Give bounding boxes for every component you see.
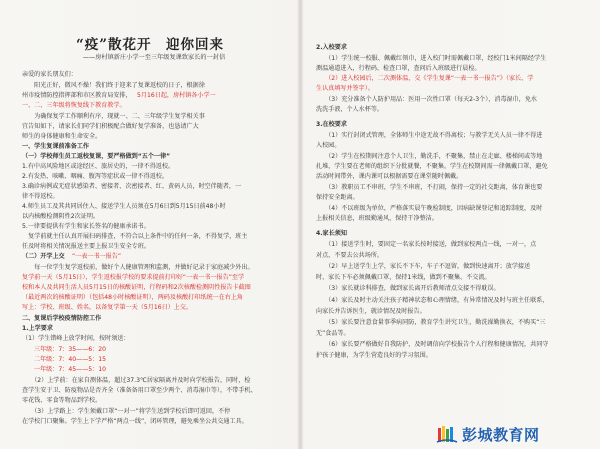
letter-subtitle: ——房村镇新庄小学一至三年级复课致家长的一封信 <box>82 54 226 61</box>
body-line: 时，家长下车必须佩戴口罩，保持1米线，做到不聚集、不交流。 <box>316 274 491 281</box>
body-line: 律不得返校。 <box>22 193 59 200</box>
body-line: 对点，不要去公共场所。 <box>316 252 384 259</box>
body-line: （1）学生错峰上放学时间，按时须送： <box>22 335 130 342</box>
intro-line: 师生的身体健康和生命安全。 <box>22 133 102 140</box>
body-line: 保持安全距离。 <box>316 194 359 201</box>
schedule-row: 二年级：7：40——5：15 <box>34 356 107 363</box>
body-line: （4）家长及时主动关注孩子精神状态和心理情绪，有异常情况及时与班主任联系， <box>316 297 549 304</box>
body-line: （2）上学前：在家自测体温，超过37.3℃居家隔离并及时向学校报告，同时，检 <box>22 377 251 384</box>
highlight-line: 生认真填写并签字）。 <box>316 85 374 92</box>
body-line: 上报相关信息，班级勤通风，保持干净整洁。 <box>316 215 438 222</box>
body-line: （4）不以班级为单位，严格落实晨午晚检制度，因病缺课登记和追踪制度，及时 <box>316 205 543 212</box>
body-line: 护孩子健康，为学生营造良好的学习氛围。 <box>316 352 432 359</box>
body-line: 任及时将相关情况报送主要上报卫生安全专班。 <box>22 243 150 250</box>
schedule-row: 一年级：7：45——5：10 <box>34 366 107 373</box>
body-line: 2.有发热、咳嗽、咽痛、腹泻等症状或一律不得返校。 <box>22 173 168 180</box>
intro-line: 宜告知如下，请家长们同学们积极配合做好复学准备，也恳请广大 <box>22 123 199 130</box>
body-line: （1）实行封闭式管理，全体师生中途无故不得离校；与教学无关人员一律不得进 <box>316 132 543 139</box>
highlight-line: （最近两次的核酸证明）（包括48小时核酸证明），两码及核酸打印纸统一在右上角 <box>22 294 244 301</box>
intro-line: 州市疫情防控指挥部和市区教育局安排， <box>22 92 132 99</box>
body-line: 零花钱、零食等物品到学校。 <box>22 397 102 404</box>
body-line: （1）接送学生时，要固定一名家长按时接送，做到家校两点一线，一对一，点 <box>316 241 537 248</box>
body-line: 复学前就主任认真开展扫码排查，不符合以上条件中的任何一条，不得复学，班主 <box>22 233 248 240</box>
letter-title: “疫”散花开 迎你回来 <box>75 37 225 53</box>
body-line: （2）学生在校期间注意个人卫生，勤洗手，不聚集，禁止在走廊、楼梯间或等地 <box>316 153 543 160</box>
body-line: 无”食品等。 <box>316 330 350 337</box>
right-page <box>302 0 600 449</box>
body-line: （3）教职员工不串班，学生不串班，不打闹，保持一定的社交距离，体育课也要 <box>316 184 543 191</box>
schedule-row: 三年级：7：35——6：20 <box>34 346 107 353</box>
section-heading: 4.家长须知 <box>316 230 347 237</box>
highlight-line: （2）进入校园后，二次测体温，交《学生复课“一表一书一报告”》（家长、学 <box>316 75 534 82</box>
body-line: （5）家长要注意食量事季病同防，教育学生讲究卫生，勤洗澡勤换衣，不购买“三 <box>316 319 546 326</box>
body-line: （3）上学路上：学生须戴口罩“一对一”将学生送到学校后即可返回，不停 <box>22 408 231 415</box>
body-line: 扎堆，学生要在老师的组织下分批就餐，不聚集，学生在校期间需一律佩戴口罩，避免 <box>316 163 548 170</box>
intro-highlight: 一、二、三年级将恢复线下教育教学。 <box>22 102 126 109</box>
section-heading: 2.入校要求 <box>316 44 347 51</box>
body-line: 每一位学生复学返校前，做好个人健康管理和监测，并做好记录于家庭减少外出。 <box>22 264 254 271</box>
intro-line: 阳光正好，微风不燥！我们终于迎来了复课返校的日子，根据徐 <box>22 82 205 89</box>
body-line: 4.师生员工及其共同居住人、接送学生人员须在5月6日到5月15日前48小时 <box>22 203 226 210</box>
body-line: 1.有中高风险地区或途经区、旅居史的，一律不得返校。 <box>22 163 175 170</box>
body-line: 5.一律要提供有学生和家长签名的健康承诺书。 <box>22 223 150 230</box>
subsection-heading: 1.上学要求 <box>22 325 53 332</box>
highlight-line: 复学前一天（5月15日），学生返校报学校的要求提前打印好“一表一书一报告”至学 <box>22 274 245 281</box>
intro-highlight: 5月16日起，房村镇各小学一 <box>137 92 216 99</box>
pencil-book-logo-icon <box>436 424 458 444</box>
body-line: 以内核酸检测阴性2次证明。 <box>22 213 100 220</box>
highlight-line: 写上：学校、班级、姓名，以备复学第一天（5月16日）上交。 <box>22 304 193 311</box>
intro-line: 为确保复学工作顺利有序，现就一、二、三年级学生复学相关事 <box>22 113 205 120</box>
watermark-text: 彭城教育网 <box>462 425 540 444</box>
subsection-heading: （一）学校师生员工返校复课，要严格做到“五个一律” <box>22 153 171 160</box>
body-line: 入校园。 <box>316 142 341 149</box>
body-line: 查学生安于卫、防疫物品是否齐全（准备备用口罩至少两个、消毒湿巾等），不带手机、 <box>22 387 257 394</box>
highlight-line: 校和本人及共同生活人员5月15日的核酸证明，行程码和2次核酸检测阴性报告卡截图 <box>22 284 251 291</box>
body-line: （3）充分准备个人防护用品：医用一次性口罩（每天2-3个），消毒湿巾，免水 <box>316 96 538 103</box>
section-heading: 3.在校要求 <box>316 121 347 128</box>
highlight-phrase: “一表一书一报告” <box>72 253 121 260</box>
body-line: （1）学生统一校服、佩戴红领巾，进入校门时需佩戴口罩，经校门1米间隔经学生 <box>316 55 547 62</box>
site-watermark <box>436 421 596 447</box>
body-line: 洗洗手液，个人水杯等。 <box>316 106 384 113</box>
greeting: 亲爱的家长朋友们： <box>22 71 77 78</box>
section-heading: 一、学生复课前准备工作 <box>22 143 90 150</box>
subsection-heading: （二）开学上交 <box>22 253 65 260</box>
body-line: 活动时间带外，课内课可以根据需要在课堂随时佩戴。 <box>316 173 463 180</box>
body-line: 3.确诊病例或无症状感染者、密接者、次密接者、红、黄码人员，时空伴随者，一 <box>22 183 242 190</box>
body-line: 在学校门口聚集。学生上下学严格“两点一线”，闭环管理，避免乘坐公共交通工具。 <box>22 418 248 425</box>
body-line: （2）早上送学生上学，家长不下车，车子不逗留，做到快速离开；放学接送 <box>316 263 531 270</box>
body-line: （6）家长要严格做好自我防护，及时调信向学校报告个人行程和健康情况，共同守 <box>316 341 549 348</box>
body-line: 测温通道进入，行程码、检查口罩，查问后入班级进行晨检。 <box>316 65 481 72</box>
body-line: （3）家长就诊科排查，做到家长离开后教师清点交接不得耽误。 <box>316 285 500 292</box>
section-heading: 二、复课后学校疫情防控工作 <box>22 315 102 322</box>
body-line: 向家长并告诉医生，就诊情况及时报告。 <box>316 308 426 315</box>
